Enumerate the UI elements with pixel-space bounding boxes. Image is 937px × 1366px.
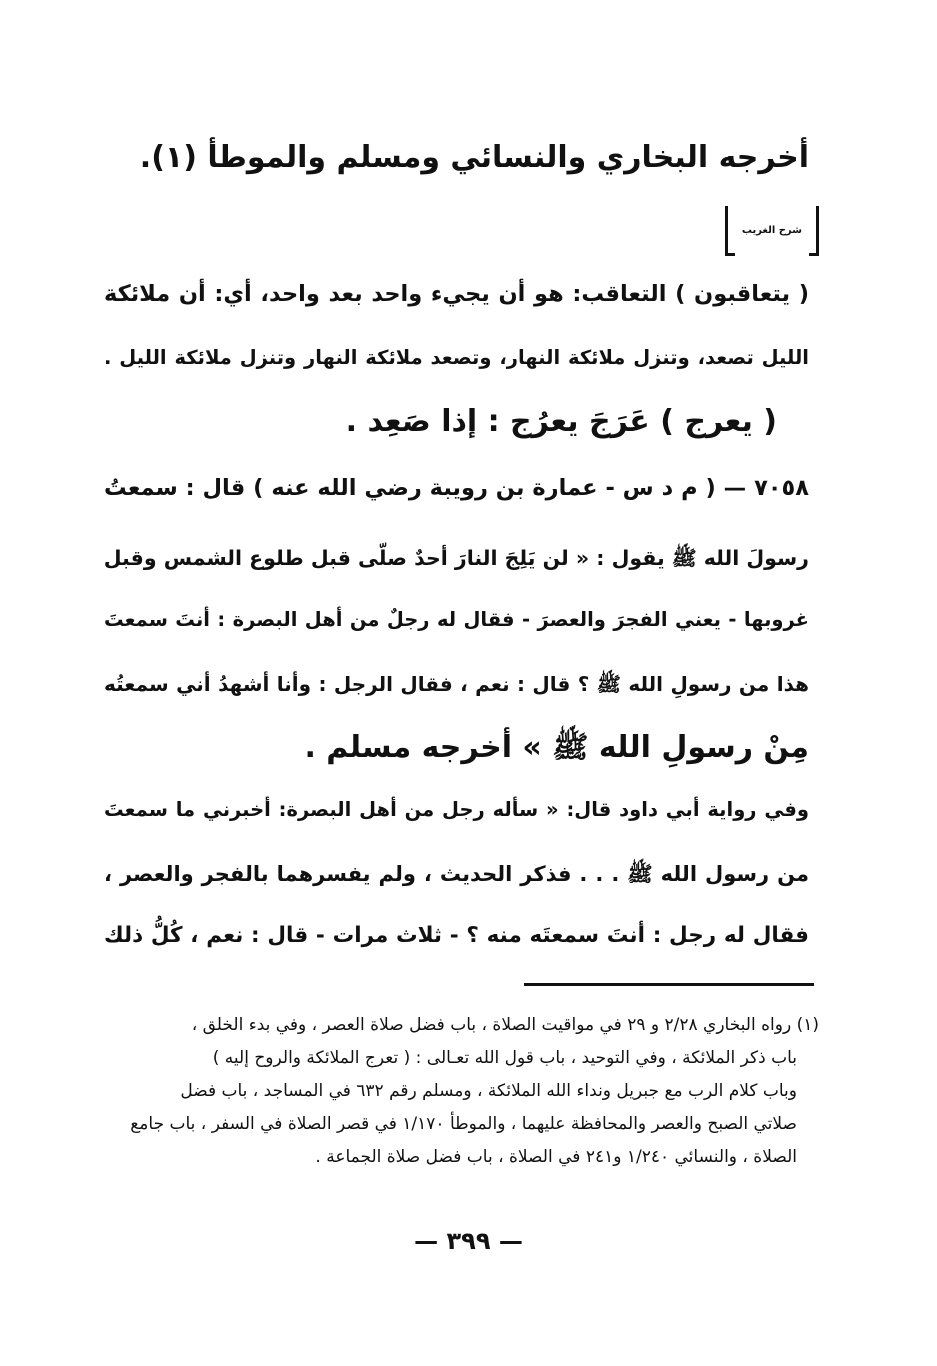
- text-line: رسولَ الله ﷺ يقول : « لن يَلِجَ النارَ أحدٌ صلّى قبل طلوع الشمس وقبل: [103, 546, 809, 570]
- footnote-line: وباب كلام الرب مع جبريل ونداء الله الملائكة ، ومسلم رقم ٦٣٢ في المساجد ، باب فضل: [180, 1081, 797, 1101]
- text-line: هذا من رسولِ الله ﷺ ؟ قال : نعم ، فقال الرجل : وأنا أشهدُ أني سمعتُه: [104, 672, 809, 696]
- hadith-header-line: ٧٠٥٨ — ( م د س - عمارة بن رويبة رضي الله عنه ) قال : سمعتُ: [104, 475, 809, 501]
- text-line: أخرجه البخاري والنسائي ومسلم والموطأ (١).: [139, 140, 809, 175]
- text-line: ( يعرج ) عَرَجَ يعرُج : إذا صَعِد .: [345, 404, 777, 439]
- text-line: غروبها - يعني الفجرَ والعصرَ - فقال له رجلٌ من أهل البصرة : أنتَ سمعتَ: [104, 608, 809, 631]
- text-line: مِنْ رسولِ الله ﷺ » أخرجه مسلم .: [304, 730, 809, 765]
- footnote-divider: [524, 983, 814, 986]
- text-line: الليل تصعد، وتنزل ملائكة النهار، وتصعد ملائكة النهار وتنزل ملائكة الليل .: [104, 346, 809, 369]
- text-line: وفي رواية أبي داود قال: « سأله رجل من أهل البصرة: أخبرني ما سمعتَ: [104, 798, 809, 821]
- page-number: — ٣٩٩ —: [414, 1227, 523, 1255]
- footnote-line: صلاتي الصبح والعصر والمحافظة عليهما ، والموطأ ١/١٧٠ في قصر الصلاة في السفر ، باب جامع: [130, 1114, 797, 1134]
- text-line: فقال له رجل : أنتَ سمعتَه منه ؟ - ثلاث مرات - قال : نعم ، كُلُّ ذلك: [104, 923, 809, 948]
- text-line: من رسول الله ﷺ . . . فذكر الحديث ، ولم يفسرهما بالفجر والعصر ،: [104, 862, 809, 886]
- text-line: ( يتعاقبون ) التعاقب: هو أن يجيء واحد بعد واحد، أي: أن ملائكة: [104, 281, 809, 307]
- footnote-line: باب ذكر الملائكة ، وفي التوحيد ، باب قول الله تعـالى : ( تعرج الملائكة والروح إليه ): [212, 1048, 797, 1068]
- section-heading: شرح الغريب: [725, 206, 819, 256]
- footnote-line: الصلاة ، والنسائي ١/٢٤٠ و٢٤١ في الصلاة ، باب فضل صلاة الجماعة .: [315, 1147, 797, 1167]
- footnote-line: (١) رواه البخاري ٢/٢٨ و ٢٩ في مواقيت الصلاة ، باب فضل صلاة العصر ، وفي بدء الخلق ،: [191, 1015, 819, 1035]
